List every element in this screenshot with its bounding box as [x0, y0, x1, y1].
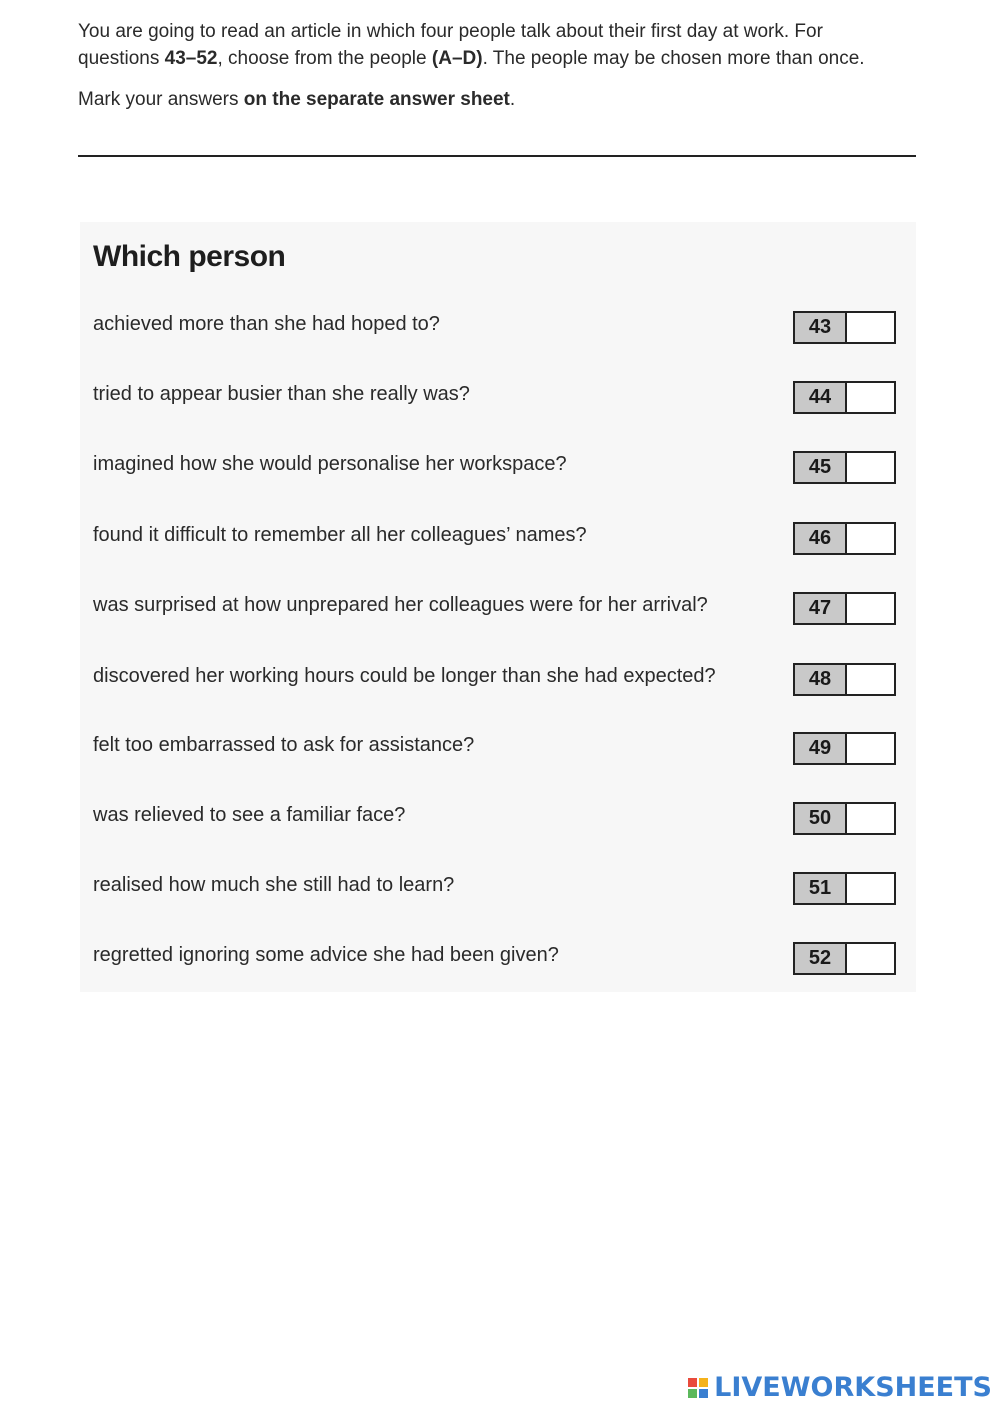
question-number: 49 — [795, 734, 847, 763]
question-text: achieved more than she had hoped to? — [93, 313, 440, 335]
logo-square — [699, 1378, 708, 1387]
answer-sheet-emphasis: on the separate answer sheet — [243, 89, 510, 110]
question-text: found it difficult to remember all her colleagues’ names? — [93, 524, 587, 546]
answer-box — [793, 592, 896, 625]
answer-sheet-note — [78, 86, 878, 113]
answer-box — [793, 872, 896, 905]
question-text: imagined how she would personalise her workspace? — [93, 453, 567, 475]
answer-field[interactable] — [847, 524, 894, 553]
question-number: 43 — [795, 313, 847, 342]
question-text: regretted ignoring some advice she had been given? — [93, 944, 559, 966]
question-text: was relieved to see a familiar face? — [93, 804, 406, 826]
answer-box — [793, 311, 896, 344]
question-number: 52 — [795, 944, 847, 973]
instructions-text: . The people may be chosen more than once. — [482, 48, 865, 69]
question-text: discovered her working hours could be longer than she had expected? — [93, 665, 716, 687]
answer-box — [793, 522, 896, 555]
instructions-text: . — [509, 89, 516, 110]
logo-square — [688, 1389, 697, 1398]
divider — [78, 155, 916, 157]
answer-field[interactable] — [847, 874, 894, 903]
question-text: felt too embarrassed to ask for assistance? — [93, 734, 475, 756]
answer-field[interactable] — [847, 734, 894, 763]
answer-field[interactable] — [847, 453, 894, 482]
answer-box — [793, 732, 896, 765]
answer-field[interactable] — [847, 665, 894, 694]
question-range: 43–52 — [164, 48, 218, 69]
question-number: 46 — [795, 524, 847, 553]
logo-square — [688, 1378, 697, 1387]
instructions-paragraph — [78, 18, 878, 72]
question-text: realised how much she still had to learn? — [93, 874, 455, 896]
liveworksheets-logo[interactable] — [688, 1372, 992, 1403]
logo-text: LIVEWORKSHEETS — [714, 1372, 992, 1403]
question-number: 45 — [795, 453, 847, 482]
answer-box — [793, 381, 896, 414]
answer-box — [793, 942, 896, 975]
answer-field[interactable] — [847, 383, 894, 412]
question-number: 48 — [795, 665, 847, 694]
people-range: (A–D) — [431, 48, 483, 69]
answer-field[interactable] — [847, 313, 894, 342]
question-number: 51 — [795, 874, 847, 903]
answer-field[interactable] — [847, 804, 894, 833]
answer-field[interactable] — [847, 944, 894, 973]
answer-box — [793, 451, 896, 484]
instructions-text: You are going to read an article in which four people talk about their first day at work. For questions — [78, 21, 823, 69]
question-number: 50 — [795, 804, 847, 833]
answer-field[interactable] — [847, 594, 894, 623]
question-number: 44 — [795, 383, 847, 412]
question-text: tried to appear busier than she really was? — [93, 383, 470, 405]
question-text: was surprised at how unprepared her colleagues were for her arrival? — [93, 594, 708, 616]
instructions — [78, 18, 878, 113]
section-heading: Which person — [93, 240, 286, 273]
logo-icon — [688, 1378, 708, 1398]
instructions-text: Mark your answers — [78, 89, 244, 110]
question-number: 47 — [795, 594, 847, 623]
instructions-text: , choose from the people — [217, 48, 432, 69]
logo-square — [699, 1389, 708, 1398]
answer-box — [793, 802, 896, 835]
answer-box — [793, 663, 896, 696]
